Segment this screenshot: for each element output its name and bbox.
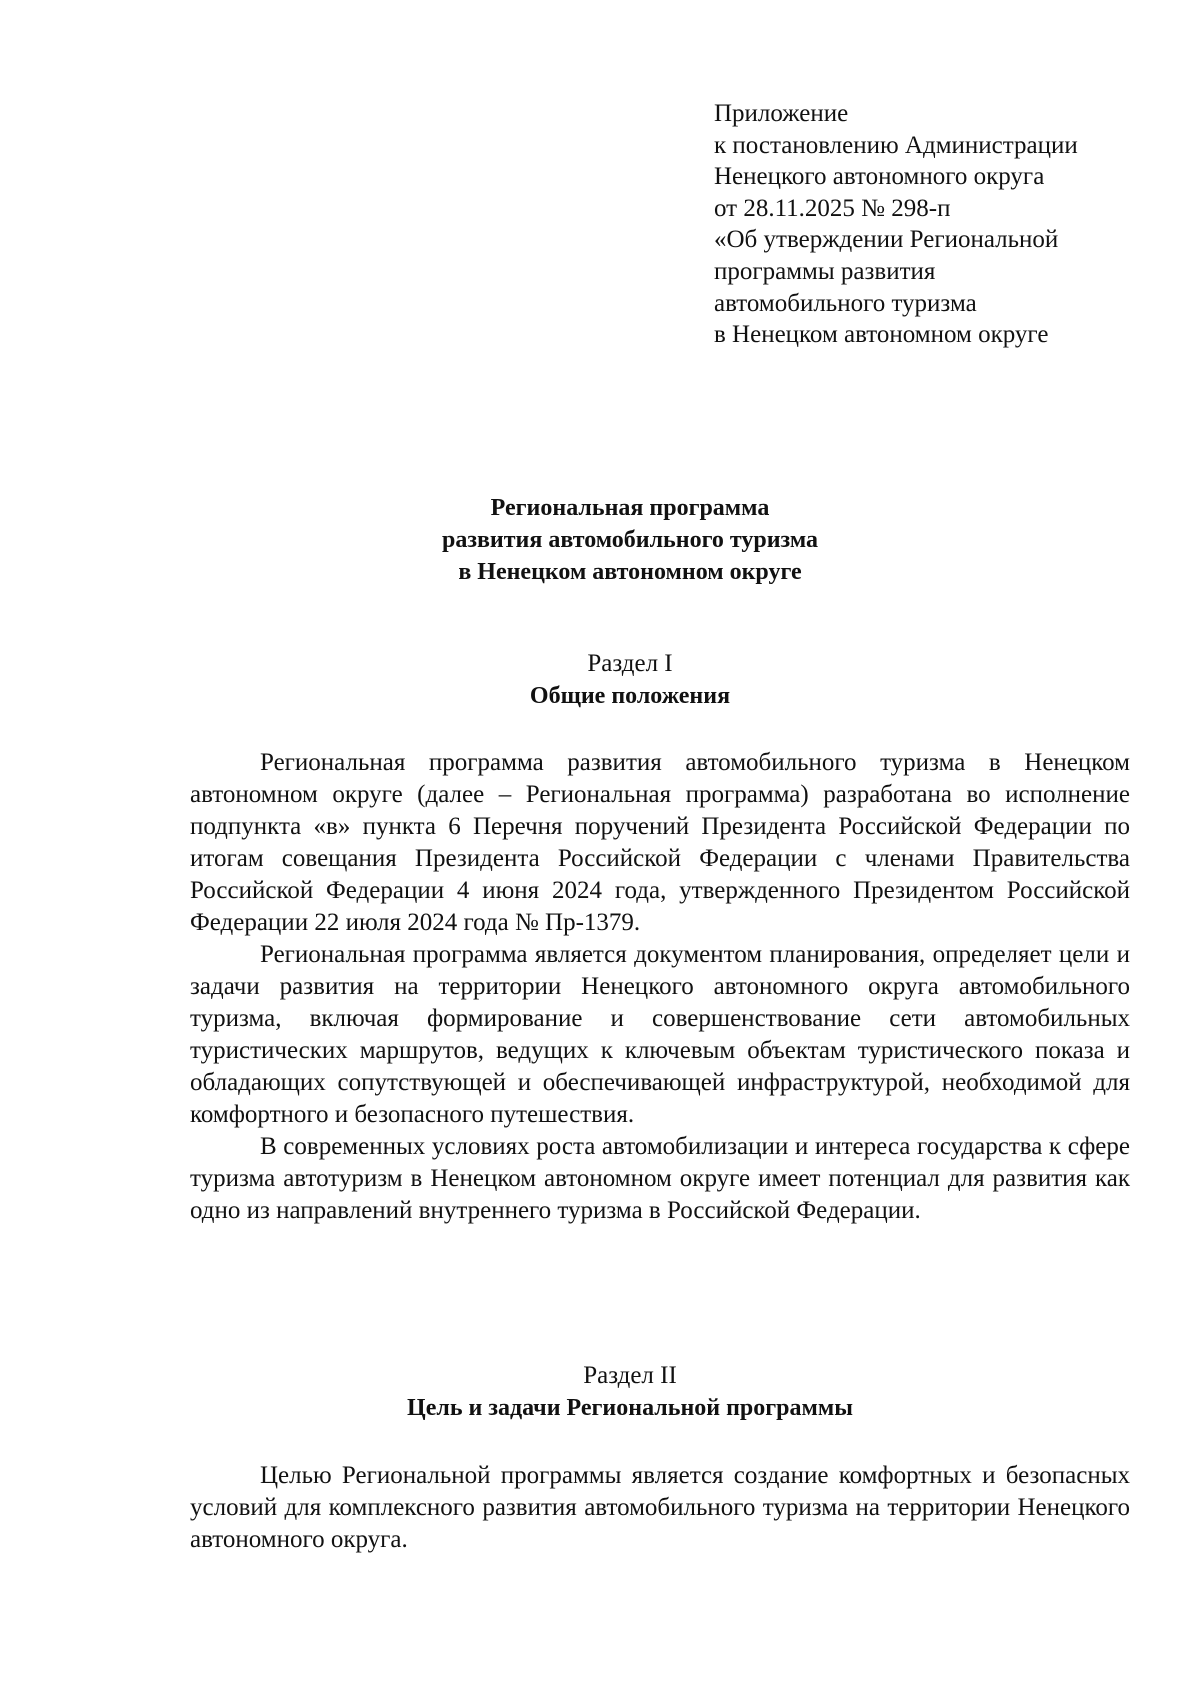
- title-line: в Ненецком автономном округе: [458, 559, 802, 585]
- appendix-line: в Ненецком автономном округе: [714, 321, 1049, 349]
- section-2-heading: [190, 1360, 1070, 1424]
- section-label: Раздел II: [583, 1362, 677, 1389]
- section-name: Общие положения: [529, 683, 731, 709]
- appendix-line: Приложение: [714, 100, 849, 127]
- appendix-line: автомобильного туризма: [714, 289, 977, 317]
- section-1-heading: [190, 648, 1070, 712]
- section-2-body: [190, 1460, 1130, 1556]
- appendix-line: Ненецкого автономного округа: [714, 163, 1045, 191]
- paragraph: Региональная программа развития автомобильного туризма в Ненецком автономном округе (далее – Региональная программа) разработана во исполнение подпункта «в» пункта 6 Перечня поручений Президента Российской Федерации по итогам совещания Президента Российской Федерации с членами Правительства Российской Федерации 4 июня 2024 года, утвержденного Президентом Российской Федерации 22 июля 2024 года № Пр-1379.: [190, 749, 1130, 936]
- paragraph: Целью Региональной программы является создание комфортных и безопасных условий для комплексного развития автомобильного туризма на территории Ненецкого автономного округа.: [190, 1462, 1130, 1553]
- section-name: Цель и задачи Региональной программы: [407, 1395, 853, 1421]
- paragraph: Региональная программа является документом планирования, определяет цели и задачи развития на территории Ненецкого автономного округа автомобильного туризма, включая формирование и совершенствование сети автомобильных туристических маршрутов, ведущих к ключевым объектам туристического показа и обладающих сопутствующей и обеспечивающей инфраструктурой, необходимой для комфортного и безопасного путешествия.: [190, 941, 1130, 1128]
- section-1-body: [190, 747, 1130, 1227]
- appendix-line: к постановлению Администрации: [714, 131, 1078, 159]
- appendix-line: программы развития: [714, 257, 936, 285]
- paragraph: В современных условиях роста автомобилизации и интереса государства к сфере туризма автотуризм в Ненецком автономном округе имеет потенциал для развития как одно из направлений внутреннего туризма в Российской Федерации.: [190, 1133, 1130, 1224]
- appendix-block: [714, 98, 1154, 351]
- title-line: развития автомобильного туризма: [441, 527, 819, 553]
- appendix-line: «Об утверждении Региональной: [714, 226, 1059, 254]
- title-line: Региональная программа: [490, 495, 770, 521]
- section-label: Раздел I: [587, 650, 673, 677]
- document-title: [190, 492, 1070, 588]
- appendix-line: от 28.11.2025 № 298-п: [714, 194, 951, 222]
